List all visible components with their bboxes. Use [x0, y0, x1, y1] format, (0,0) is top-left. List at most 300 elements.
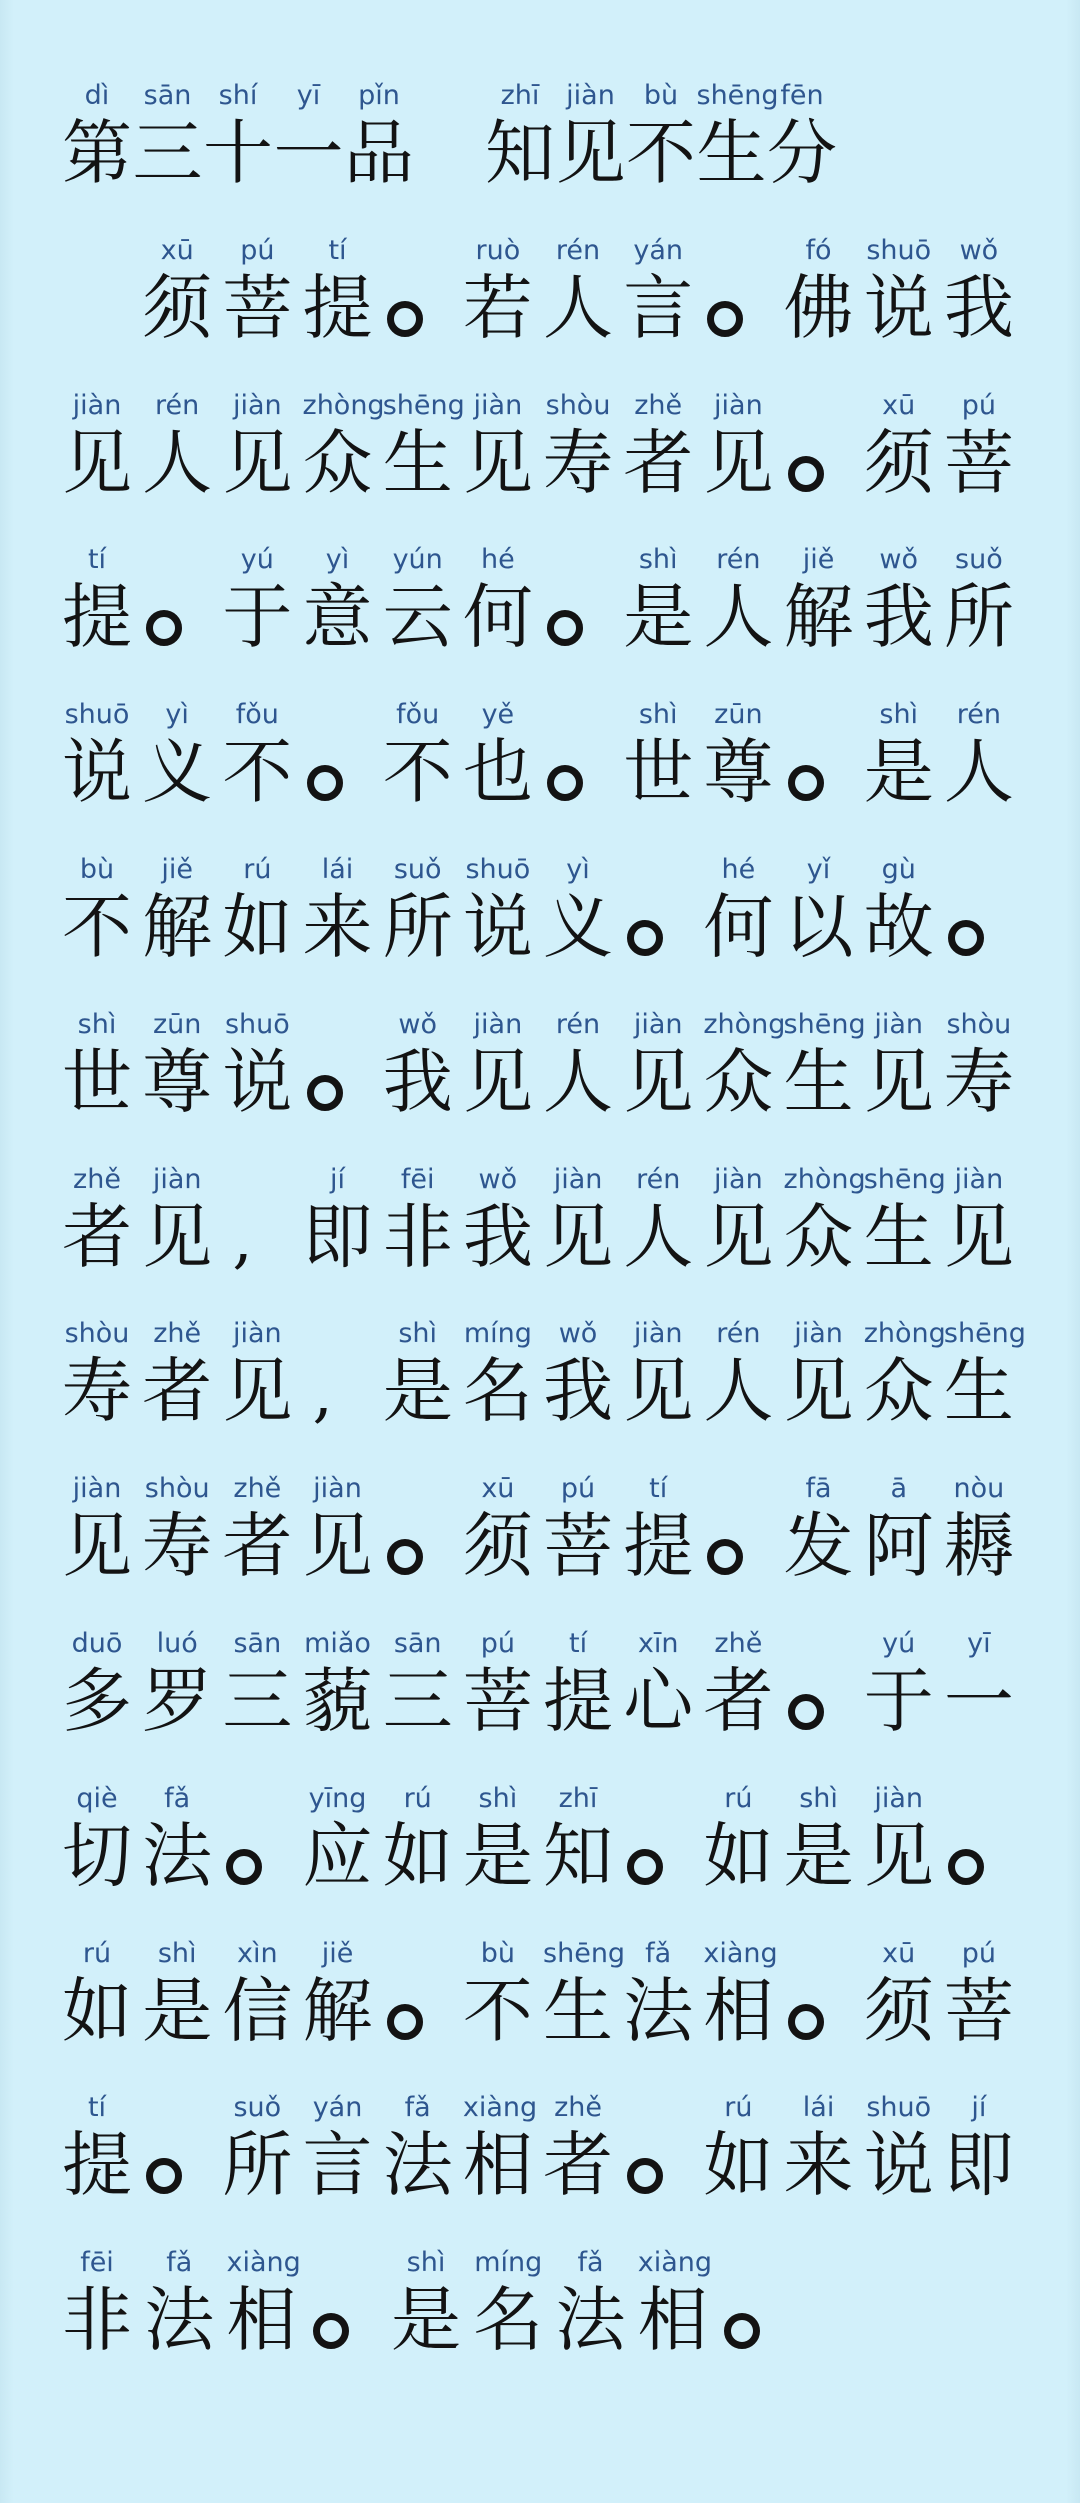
pinyin-annotation: shuō: [224, 1009, 290, 1040]
pinyin-annotation: wǒ: [478, 1164, 518, 1195]
pinyin-annotation: fǎ: [645, 1938, 672, 1969]
pinyin-annotation: pú: [961, 390, 997, 421]
pinyin-annotation: suǒ: [233, 2092, 282, 2123]
pinyin-annotation: [784, 1626, 854, 1662]
pinyin-annotation: jiàn: [633, 1318, 683, 1349]
hanzi-cell: [383, 542, 453, 656]
pinyin-annotation: xiàng: [637, 2247, 713, 2278]
pinyin-annotation: [309, 2245, 379, 2281]
pinyin-annotation: xīn: [637, 1628, 679, 1659]
hanzi-cell: [703, 1781, 773, 1895]
pinyin-annotation: shì: [406, 2247, 446, 2278]
chinese-character: 如: [703, 1815, 774, 1897]
pinyin-annotation: zhī: [500, 80, 540, 111]
chinese-character: 来: [302, 886, 373, 968]
pinyin-annotation: [222, 1162, 292, 1198]
hanzi-cell: [543, 1162, 613, 1276]
hanzi-cell: [62, 1936, 132, 2050]
hanzi-cell: [303, 1162, 373, 1276]
hanzi-cell: [543, 233, 613, 347]
punctuation-cell: [543, 697, 613, 811]
sutra-text-line-5: [62, 852, 1014, 966]
pinyin-annotation: rú: [724, 2092, 753, 2123]
hanzi-cell: [62, 542, 132, 656]
pinyin-annotation: [784, 1936, 854, 1972]
chinese-character: 见: [703, 1196, 774, 1278]
pinyin-annotation: jiàn: [313, 1473, 362, 1504]
chinese-character: 众: [863, 1350, 934, 1432]
chinese-character: 法: [623, 1970, 694, 2052]
pinyin-annotation: [303, 697, 373, 733]
punctuation-cell: [303, 697, 373, 811]
chinese-character: 寿: [543, 422, 614, 504]
pinyin-annotation: rú: [243, 854, 272, 885]
hanzi-cell: [62, 697, 132, 811]
pinyin-annotation: xiàng: [226, 2247, 301, 2278]
hanzi-cell: [864, 233, 934, 347]
hanzi-cell: [222, 852, 292, 966]
pinyin-annotation: suǒ: [393, 854, 442, 885]
chinese-character: 应: [302, 1815, 373, 1897]
chinese-character: 人: [543, 1041, 614, 1123]
pinyin-annotation: [383, 233, 453, 269]
pinyin-annotation: zhě: [233, 1473, 282, 1504]
punctuation-cell: [720, 2245, 790, 2359]
chinese-character: 见: [783, 1350, 854, 1432]
hanzi-cell: [62, 388, 132, 502]
pinyin-annotation: [784, 388, 854, 424]
pinyin-annotation: sān: [233, 1628, 282, 1659]
pinyin-annotation: yǐ: [806, 854, 831, 885]
hanzi-cell: [943, 1316, 1026, 1432]
chinese-character: 菩: [222, 267, 293, 349]
pinyin-annotation: shuō: [64, 699, 130, 730]
chinese-character: 解: [302, 1970, 373, 2052]
hanzi-cell: [703, 1316, 773, 1430]
punctuation-mark: [222, 1817, 292, 1895]
pinyin-annotation: [543, 697, 613, 733]
chinese-character: 罗: [142, 1660, 213, 1742]
pinyin-annotation: qiè: [76, 1783, 118, 1814]
hanzi-cell: [463, 1626, 533, 1740]
pinyin-annotation: zhě: [714, 1628, 763, 1659]
punctuation-mark: [784, 1662, 854, 1740]
hanzi-cell: [463, 1007, 533, 1121]
punctuation-mark: [142, 2126, 212, 2204]
chinese-character: 见: [943, 1196, 1014, 1278]
chinese-character: 若: [462, 267, 533, 349]
chinese-character: 相: [637, 2279, 708, 2361]
hanzi-cell: [62, 1162, 132, 1276]
hanzi-cell: [142, 697, 212, 811]
hanzi-cell: [463, 1316, 533, 1430]
chinese-character: 何: [703, 886, 774, 968]
chinese-character: 品: [344, 112, 414, 194]
chinese-character: 于: [222, 576, 293, 658]
pinyin-annotation: míng: [474, 2247, 543, 2278]
chinese-character: 名: [462, 1350, 533, 1432]
pinyin-annotation: pú: [240, 235, 275, 266]
chinese-character: 见: [222, 422, 293, 504]
hanzi-cell: [142, 388, 212, 502]
pinyin-annotation: jiàn: [714, 1164, 763, 1195]
pinyin-annotation: shì: [77, 1009, 117, 1040]
hanzi-cell: [203, 78, 273, 192]
pinyin-annotation: tí: [328, 235, 347, 266]
pinyin-annotation: jiàn: [633, 1009, 683, 1040]
hanzi-cell: [784, 2090, 854, 2204]
chinese-character: 说: [863, 2124, 934, 2206]
chinese-character: 人: [142, 422, 213, 504]
hanzi-cell: [142, 1316, 212, 1430]
pinyin-annotation: fǎ: [164, 1783, 191, 1814]
hanzi-cell: [637, 2245, 713, 2361]
punctuation-mark: [383, 269, 453, 347]
pinyin-annotation: míng: [463, 1318, 532, 1349]
hanzi-cell: [864, 697, 934, 811]
hanzi-cell: [864, 542, 934, 656]
pinyin-annotation: [383, 1936, 453, 1972]
pinyin-annotation: pǐn: [358, 80, 400, 111]
chinese-character: 说: [62, 731, 132, 813]
pinyin-annotation: tí: [87, 544, 107, 575]
pinyin-annotation: dì: [84, 80, 110, 111]
hanzi-cell: [142, 233, 212, 347]
hanzi-cell: [142, 1007, 212, 1121]
chinese-character: 非: [382, 1196, 453, 1278]
pinyin-annotation: zhě: [554, 2092, 602, 2123]
punctuation-mark: [309, 2281, 379, 2359]
chinese-character: 见: [62, 422, 132, 504]
hanzi-cell: [784, 1781, 854, 1895]
chinese-character: 也: [462, 731, 533, 813]
punctuation-mark: [784, 733, 854, 811]
hanzi-cell: [222, 1626, 292, 1740]
pinyin-annotation: wǒ: [398, 1009, 437, 1040]
pinyin-annotation: fó: [805, 235, 832, 266]
chinese-character: 我: [462, 1196, 533, 1278]
punctuation-cell: [944, 852, 1014, 966]
hanzi-cell: [784, 1471, 854, 1585]
chinese-character: 人: [623, 1196, 694, 1278]
chinese-character: 者: [222, 1505, 293, 1587]
pinyin-annotation: xiàng: [462, 2092, 538, 2123]
hanzi-cell: [463, 1162, 533, 1276]
sutra-text-line-3: [62, 542, 1014, 656]
punctuation-cell: [222, 1781, 292, 1895]
hanzi-cell: [784, 852, 854, 966]
chapter-title-line: [62, 78, 837, 192]
sutra-text-line-11: [62, 1781, 1014, 1895]
sutra-text-line-9: [62, 1471, 1014, 1585]
pinyin-annotation: xìn: [237, 1938, 278, 1969]
punctuation-mark: [784, 1972, 854, 2050]
punctuation-mark: [383, 1507, 453, 1585]
chinese-character: 菩: [943, 1970, 1014, 2052]
chinese-character: 言: [623, 267, 694, 349]
chinese-character: 如: [222, 886, 293, 968]
pinyin-annotation: zhě: [634, 390, 683, 421]
punctuation-mark: [703, 1507, 773, 1585]
chinese-character: 我: [863, 576, 934, 658]
pinyin-annotation: yīng: [308, 1783, 367, 1814]
pinyin-annotation: shēng: [382, 390, 465, 421]
pinyin-annotation: fǒu: [396, 699, 440, 730]
chinese-character: 寿: [943, 1041, 1014, 1123]
pinyin-annotation: [543, 542, 613, 578]
chinese-character: 所: [943, 576, 1014, 658]
hanzi-cell: [463, 697, 533, 811]
chinese-character: 解: [142, 886, 213, 968]
chinese-character: 意: [302, 576, 373, 658]
chinese-character: 不: [382, 731, 453, 813]
chinese-character: 寿: [62, 1350, 132, 1432]
hanzi-cell: [864, 1781, 934, 1895]
chinese-character: 不: [626, 112, 696, 194]
pinyin-annotation: yī: [296, 80, 321, 111]
pinyin-annotation: shì: [638, 544, 678, 575]
pinyin-annotation: wǒ: [959, 235, 999, 266]
pinyin-annotation: shēng: [943, 1318, 1026, 1349]
pinyin-annotation: sān: [143, 80, 192, 111]
spacer-cell: [62, 233, 132, 347]
sutra-text-line-8: [62, 1316, 1026, 1432]
sutra-text-line-1: [62, 233, 1014, 347]
pinyin-annotation: wǒ: [558, 1318, 598, 1349]
hanzi-cell: [463, 1936, 533, 2050]
pinyin-annotation: pú: [961, 1938, 997, 1969]
chinese-character: 法: [382, 2124, 453, 2206]
pinyin-annotation: shì: [638, 699, 678, 730]
chinese-character: 知: [485, 112, 555, 194]
hanzi-cell: [623, 233, 693, 347]
chinese-character: 云: [382, 576, 453, 658]
pinyin-annotation: zūn: [152, 1009, 202, 1040]
hanzi-cell: [463, 1471, 533, 1585]
chinese-character: 者: [623, 422, 694, 504]
pinyin-annotation: shì: [799, 1783, 838, 1814]
chinese-character: 见: [462, 422, 533, 504]
chinese-character: 寿: [142, 1505, 213, 1587]
pinyin-annotation: xū: [160, 235, 194, 266]
hanzi-cell: [623, 1936, 693, 2050]
hanzi-cell: [303, 852, 373, 966]
hanzi-cell: [303, 1936, 373, 2050]
pinyin-annotation: jiàn: [553, 1164, 603, 1195]
chinese-character: 名: [473, 2279, 544, 2361]
hanzi-cell: [222, 2090, 292, 2204]
pinyin-annotation: suǒ: [955, 544, 1003, 575]
punctuation-mark: [784, 424, 854, 502]
hanzi-cell: [222, 1316, 292, 1430]
punctuation-mark: [303, 733, 373, 811]
chinese-character: 者: [142, 1350, 213, 1432]
pinyin-annotation: tí: [649, 1473, 668, 1504]
punctuation-cell: [703, 233, 773, 347]
punctuation-cell: [623, 2090, 693, 2204]
chinese-character: 生: [783, 1041, 854, 1123]
hanzi-cell: [543, 2090, 613, 2204]
chinese-character: 言: [302, 2124, 373, 2206]
pinyin-annotation: lái: [321, 854, 354, 885]
hanzi-cell: [864, 1471, 934, 1585]
punctuation-mark: [623, 1817, 693, 1895]
punctuation-cell: [142, 2090, 212, 2204]
pinyin-annotation: shòu: [64, 1318, 130, 1349]
chinese-character: 人: [943, 731, 1014, 813]
hanzi-cell: [703, 388, 773, 502]
chinese-character: 生: [943, 1350, 1014, 1432]
hanzi-cell: [274, 78, 344, 192]
pinyin-annotation: duō: [71, 1628, 123, 1659]
hanzi-cell: [62, 1007, 132, 1121]
sutra-text-line-12: [62, 1936, 1014, 2050]
chinese-character: 人: [703, 576, 774, 658]
pinyin-annotation: [222, 1781, 292, 1817]
pinyin-annotation: rén: [636, 1164, 681, 1195]
sutra-text-line-10: [62, 1626, 1014, 1740]
pinyin-annotation: zūn: [714, 699, 763, 730]
pinyin-annotation: lái: [802, 2092, 835, 2123]
hanzi-cell: [222, 542, 292, 656]
hanzi-cell: [944, 1626, 1014, 1740]
pinyin-annotation: [303, 1316, 373, 1352]
hanzi-cell: [703, 1936, 778, 2052]
hanzi-cell: [462, 2090, 538, 2206]
chinese-character: 不: [62, 886, 132, 968]
hanzi-cell: [944, 233, 1014, 347]
hanzi-cell: [703, 1626, 773, 1740]
pinyin-annotation: shí: [218, 80, 258, 111]
sutra-text-line-6: [62, 1007, 1014, 1121]
hanzi-cell: [703, 1162, 773, 1276]
chinese-character: 多: [62, 1660, 132, 1742]
pinyin-annotation: xū: [481, 1473, 515, 1504]
pinyin-annotation: [720, 2245, 790, 2281]
punctuation-mark: [703, 269, 773, 347]
hanzi-cell: [62, 1781, 132, 1895]
hanzi-cell: [784, 1316, 854, 1430]
punctuation-cell: [784, 1936, 854, 2050]
pinyin-annotation: bù: [480, 1938, 515, 1969]
hanzi-cell: [226, 2245, 301, 2361]
hanzi-cell: [383, 1162, 453, 1276]
chinese-character: 须: [863, 1970, 934, 2052]
chinese-character: 说: [222, 1041, 293, 1123]
chinese-character: 须: [462, 1505, 533, 1587]
chinese-character: 菩: [943, 422, 1014, 504]
punctuation-cell: [623, 1781, 693, 1895]
chinese-character: 见: [142, 1196, 213, 1278]
hanzi-cell: [344, 78, 414, 192]
pinyin-annotation: zhī: [558, 1783, 598, 1814]
hanzi-cell: [944, 1471, 1014, 1585]
hanzi-cell: [556, 78, 626, 192]
hanzi-cell: [543, 388, 613, 502]
pinyin-annotation: yún: [392, 544, 443, 575]
pinyin-annotation: tí: [87, 2092, 107, 2123]
hanzi-cell: [463, 542, 533, 656]
pinyin-annotation: rú: [82, 1938, 112, 1969]
sutra-text-line-13: [62, 2090, 1014, 2204]
hanzi-cell: [142, 1471, 212, 1585]
pinyin-annotation: yán: [312, 2092, 363, 2123]
pinyin-annotation: yì: [566, 854, 590, 885]
punctuation-mark: [944, 1817, 1014, 1895]
hanzi-cell: [703, 697, 773, 811]
pinyin-annotation: [623, 1781, 693, 1817]
pinyin-annotation: [784, 697, 854, 733]
chinese-character: 三: [222, 1660, 293, 1742]
punctuation-cell: [623, 852, 693, 966]
chinese-character: 生: [543, 1970, 614, 2052]
chinese-character: 见: [62, 1505, 132, 1587]
pinyin-annotation: shòu: [545, 390, 611, 421]
hanzi-cell: [383, 2090, 453, 2204]
pinyin-annotation: xū: [882, 1938, 916, 1969]
hanzi-cell: [383, 1316, 453, 1430]
chinese-character: 是: [382, 1350, 453, 1432]
pinyin-annotation: rú: [724, 1783, 753, 1814]
hanzi-cell: [303, 542, 373, 656]
chinese-character: 人: [703, 1350, 774, 1432]
hanzi-cell: [463, 1781, 533, 1895]
chinese-character: 相: [226, 2279, 297, 2361]
pinyin-annotation: zhòng: [703, 1009, 786, 1040]
pinyin-annotation: zhě: [153, 1318, 202, 1349]
hanzi-cell: [556, 2245, 626, 2359]
punctuation-mark: [543, 578, 613, 656]
chinese-character: 提: [302, 267, 373, 349]
punctuation-cell: [383, 1471, 453, 1585]
pinyin-annotation: ruò: [475, 235, 521, 266]
sutra-text-line-2: [62, 388, 1014, 502]
hanzi-cell: [623, 1007, 693, 1121]
chinese-character: 见: [863, 1815, 934, 1897]
chinese-character: 相: [703, 1970, 774, 2052]
pinyin-annotation: rén: [716, 544, 761, 575]
pinyin-annotation: yì: [165, 699, 189, 730]
chinese-character: 是: [783, 1815, 854, 1897]
pinyin-annotation: jiàn: [473, 1009, 523, 1040]
chinese-character: 说: [462, 886, 533, 968]
pinyin-annotation: rén: [555, 235, 601, 266]
pinyin-annotation: hé: [721, 854, 756, 885]
pinyin-annotation: zhě: [73, 1164, 121, 1195]
hanzi-cell: [144, 2245, 214, 2359]
punctuation-mark: [303, 1043, 373, 1121]
hanzi-cell: [473, 2245, 543, 2359]
pinyin-annotation: fēn: [780, 80, 824, 111]
chinese-character: 所: [382, 886, 453, 968]
pinyin-annotation: rén: [956, 699, 1001, 730]
chinese-character: 知: [543, 1815, 614, 1897]
hanzi-cell: [543, 1936, 626, 2052]
chinese-character: 见: [543, 1196, 614, 1278]
pinyin-annotation: shēng: [543, 1938, 626, 1969]
hanzi-cell: [303, 1471, 373, 1585]
pinyin-annotation: jiàn: [233, 390, 282, 421]
punctuation-cell: [543, 542, 613, 656]
pinyin-annotation: [383, 1471, 453, 1507]
hanzi-cell: [62, 2090, 132, 2204]
chinese-character: 相: [462, 2124, 533, 2206]
pinyin-annotation: fǒu: [235, 699, 279, 730]
hanzi-cell: [944, 388, 1014, 502]
punctuation-cell: [784, 1626, 854, 1740]
sutra-text-line-7: [62, 1162, 1014, 1276]
spacer-cell: [415, 78, 485, 192]
